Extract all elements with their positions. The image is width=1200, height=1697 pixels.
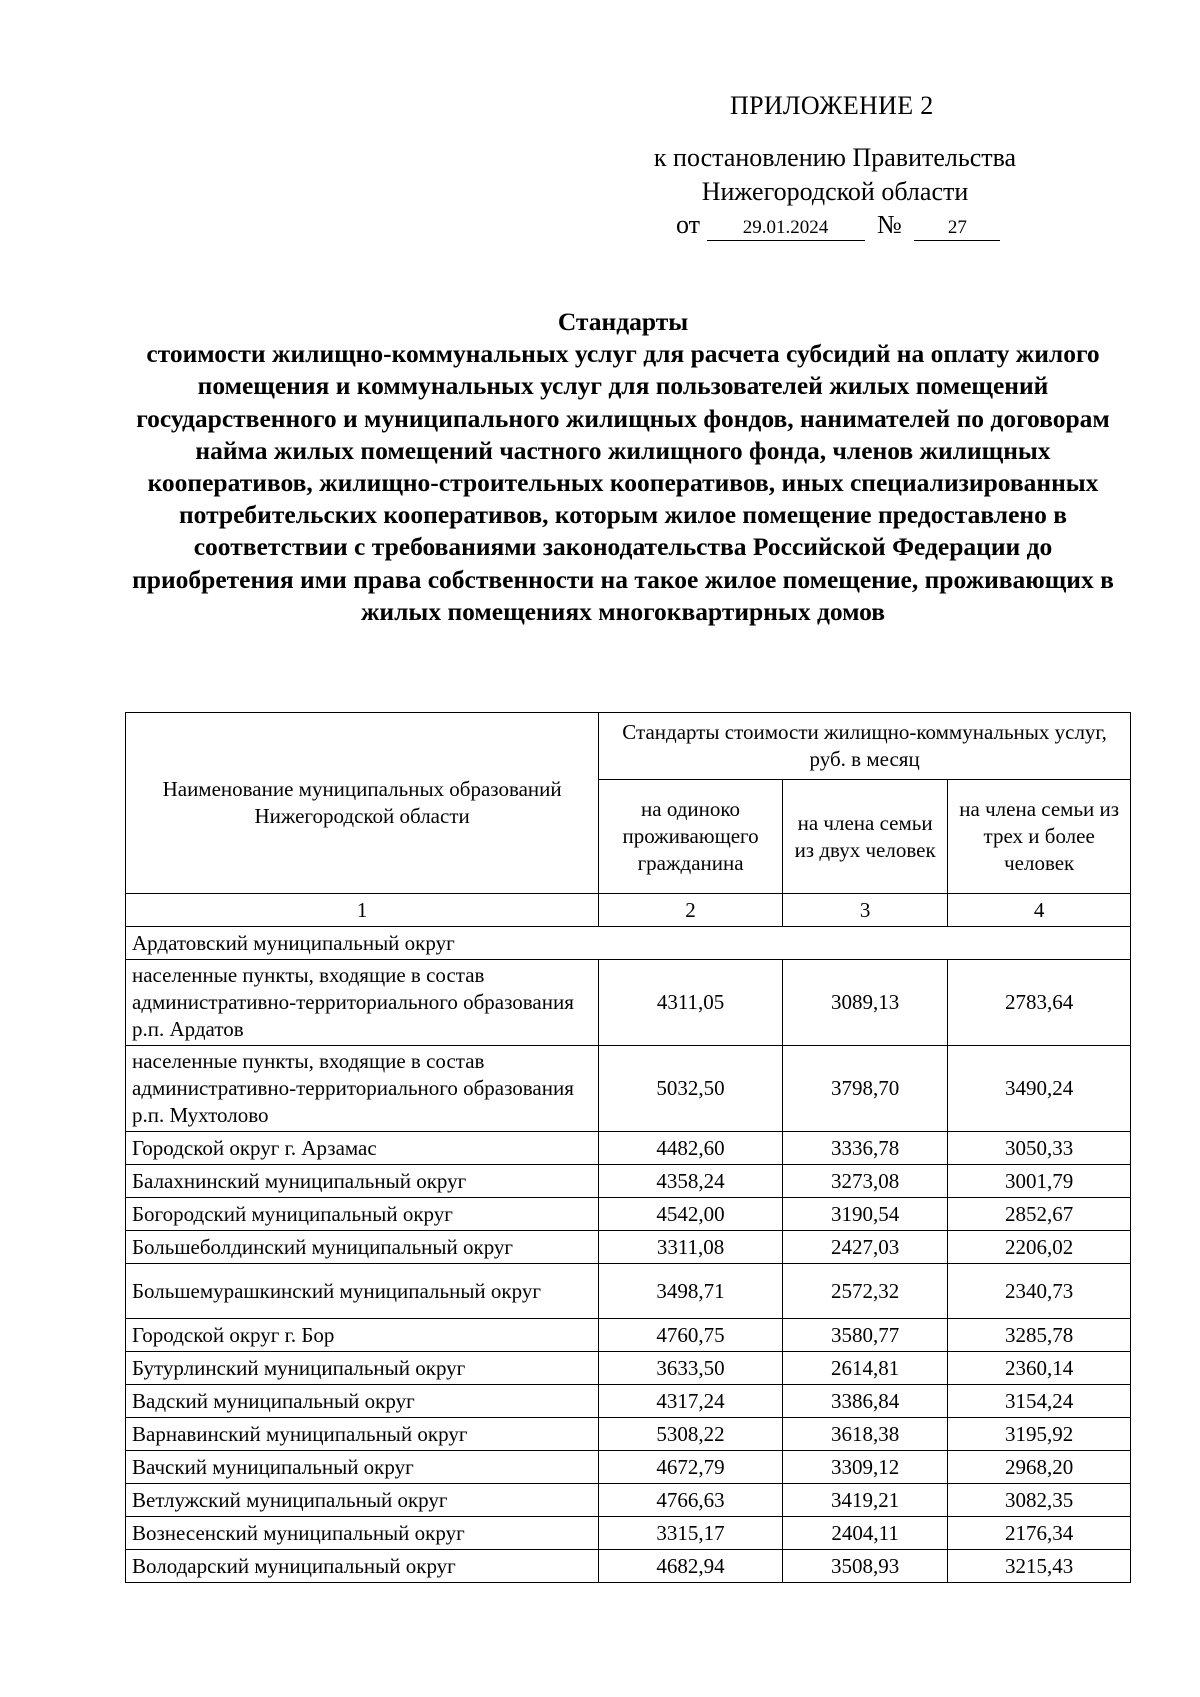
municipality-name: населенные пункты, входящие в состав административно-территориального образования р.п. Мухтолово [126,1046,599,1132]
table-row [126,1418,1131,1451]
municipality-name: Большемурашкинский муниципальный округ [126,1264,599,1319]
three-plus-family-value: 3154,24 [948,1385,1131,1418]
table-body [126,894,1131,1583]
table-row [126,1517,1131,1550]
two-member-family-value: 3618,38 [782,1418,947,1451]
document-title [120,306,1126,628]
table-row [126,1451,1131,1484]
table-row [126,1484,1131,1517]
three-plus-family-value: 3490,24 [948,1046,1131,1132]
single-citizen-value: 5032,50 [599,1046,783,1132]
single-citizen-value: 4682,94 [599,1550,783,1583]
municipality-name: Большеболдинский муниципальный округ [126,1231,599,1264]
table-row [126,1319,1131,1352]
table-row [126,1385,1131,1418]
municipality-name-header: Наименование муниципальных образований Нижегородской области [126,713,599,894]
single-citizen-header: на одиноко проживающего гражданина [599,780,783,894]
three-plus-family-value: 3215,43 [948,1550,1131,1583]
title-subtitle: стоимости жилищно-коммунальных услуг для расчета субсидий на оплату жилого помещения и коммунальных услуг для пользователей жилых помещений государственного и муниципального жилищных фондов, нанимателей по договорам найма жилых помещений частного жилищного фонда, членов жилищных кооперативов, жилищно-строительных кооперативов, иных специализированных потребительских кооперативов, которым жилое помещение предоставлено в соответствии с требованиями законодательства Российской Федерации до приобретения ими права собственности на такое жилое помещение, проживающих в жилых помещениях многоквартирных домов [132,339,1114,626]
two-member-family-value: 3089,13 [782,960,947,1046]
single-citizen-value: 3315,17 [599,1517,783,1550]
table-row [126,1550,1131,1583]
two-member-family-header: на члена семьи из двух человек [782,780,947,894]
table-row [126,1352,1131,1385]
three-plus-family-value: 3050,33 [948,1132,1131,1165]
two-member-family-value: 3508,93 [782,1550,947,1583]
two-member-family-value: 3273,08 [782,1165,947,1198]
two-member-family-value: 3580,77 [782,1319,947,1352]
municipality-name: Городской округ г. Бор [126,1319,599,1352]
two-member-family-value: 3798,70 [782,1046,947,1132]
standards-group-header: Стандарты стоимости жилищно-коммунальных услуг, руб. в месяц [599,713,1131,780]
three-plus-family-value: 2852,67 [948,1198,1131,1231]
municipality-name: Балахнинский муниципальный округ [126,1165,599,1198]
two-member-family-value: 2614,81 [782,1352,947,1385]
group-row [126,927,1131,960]
single-citizen-value: 3498,71 [599,1264,783,1319]
table-row [126,1165,1131,1198]
municipality-name: Варнавинский муниципальный округ [126,1418,599,1451]
resolution-date: 29.01.2024 [707,216,865,241]
municipality-name: Ветлужский муниципальный округ [126,1484,599,1517]
two-member-family-value: 2427,03 [782,1231,947,1264]
single-citizen-value: 4311,05 [599,960,783,1046]
two-member-family-value: 3309,12 [782,1451,947,1484]
three-plus-family-value: 2206,02 [948,1231,1131,1264]
single-citizen-value: 4766,63 [599,1484,783,1517]
three-plus-family-value: 2340,73 [948,1264,1131,1319]
table-row [126,1198,1131,1231]
single-citizen-value: 4760,75 [599,1319,783,1352]
single-citizen-value: 3633,50 [599,1352,783,1385]
column-number: 3 [782,894,947,927]
table-row [126,1231,1131,1264]
two-member-family-value: 3190,54 [782,1198,947,1231]
three-plus-family-value: 3195,92 [948,1418,1131,1451]
appendix-resolution-line: к постановлению Правительства [653,143,1017,172]
municipality-name: Вознесенский муниципальный округ [126,1517,599,1550]
two-member-family-value: 3386,84 [782,1385,947,1418]
municipality-name: Богородский муниципальный округ [126,1198,599,1231]
single-citizen-value: 4358,24 [599,1165,783,1198]
municipality-name: Вадский муниципальный округ [126,1385,599,1418]
appendix-block [0,0,1200,260]
table-row [126,960,1131,1046]
municipality-name: Володарский муниципальный округ [126,1550,599,1583]
two-member-family-value: 2404,11 [782,1517,947,1550]
single-citizen-value: 5308,22 [599,1418,783,1451]
two-member-family-value: 2572,32 [782,1264,947,1319]
appendix-title: ПРИЛОЖЕНИЕ 2 [730,91,934,120]
single-citizen-value: 4482,60 [599,1132,783,1165]
column-number: 1 [126,894,599,927]
group-name: Ардатовский муниципальный округ [126,927,1131,960]
single-citizen-value: 4317,24 [599,1385,783,1418]
municipality-name: Бутурлинский муниципальный округ [126,1352,599,1385]
two-member-family-value: 3336,78 [782,1132,947,1165]
municipality-name: населенные пункты, входящие в состав административно-территориального образования р.п. Ардатов [126,960,599,1046]
single-citizen-value: 4542,00 [599,1198,783,1231]
title-heading: Стандарты [557,307,689,336]
three-plus-family-value: 2176,34 [948,1517,1131,1550]
municipality-name: Городской округ г. Арзамас [126,1132,599,1165]
table-row [126,1264,1131,1319]
three-plus-family-value: 2783,64 [948,960,1131,1046]
three-plus-family-value: 3285,78 [948,1319,1131,1352]
three-plus-family-value: 3001,79 [948,1165,1131,1198]
municipality-name: Вачский муниципальный округ [126,1451,599,1484]
column-numbers-row [126,894,1131,927]
single-citizen-value: 3311,08 [599,1231,783,1264]
date-prefix: от [676,210,701,239]
column-number: 2 [599,894,783,927]
resolution-number: 27 [914,216,1000,241]
appendix-region-line: Нижегородской области [701,177,969,206]
table-row [126,1132,1131,1165]
three-plus-family-value: 3082,35 [948,1484,1131,1517]
number-sign: № [877,210,902,239]
appendix-date-line [676,210,1000,241]
standards-table [125,712,1131,1583]
single-citizen-value: 4672,79 [599,1451,783,1484]
column-number: 4 [948,894,1131,927]
three-plus-family-value: 2360,14 [948,1352,1131,1385]
table-row [126,1046,1131,1132]
two-member-family-value: 3419,21 [782,1484,947,1517]
three-plus-family-value: 2968,20 [948,1451,1131,1484]
three-plus-family-header: на члена семьи из трех и более человек [948,780,1131,894]
